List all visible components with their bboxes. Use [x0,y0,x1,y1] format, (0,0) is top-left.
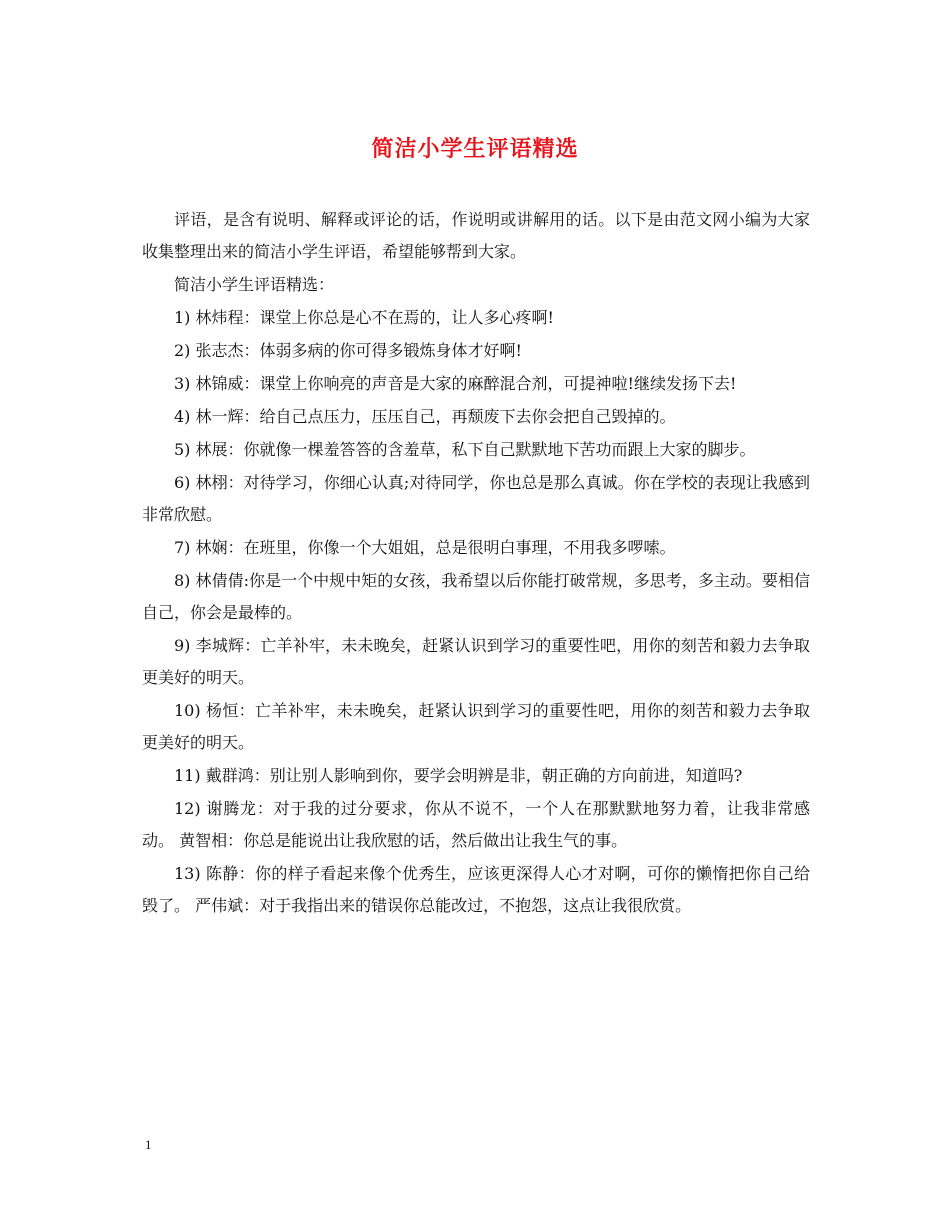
document-body [142,204,810,923]
comment-item-13: 13) 陈静：你的样子看起来像个优秀生，应该更深得人心才对啊，可你的懒惰把你自己给毁了。 严伟斌：对于我指出来的错误你总能改过，不抱怨，这点让我很欣赏。 [142,864,810,915]
comment-item-3: 3) 林锦威：课堂上你响亮的声音是大家的麻醉混合剂，可提神啦!继续发扬下去! [174,374,737,393]
comment-item-2: 2) 张志杰：体弱多病的你可得多锻炼身体才好啊! [174,341,522,360]
page-number: 1 [145,1137,152,1152]
document-title: 简洁小学生评语精选 [371,136,579,162]
comment-item-9: 9) 李城辉：亡羊补牢，未未晚矣，赶紧认识到学习的重要性吧，用你的刻苦和毅力去争取更美好的明天。 [142,636,810,687]
comment-item-5: 5) 林展：你就像一棵羞答答的含羞草，私下自己默默地下苦功而跟上大家的脚步。 [174,440,756,459]
comment-item-10: 10) 杨恒：亡羊补牢，未未晚矣，赶紧认识到学习的重要性吧，用你的刻苦和毅力去争取更美好的明天。 [142,701,810,752]
comment-item-4: 4) 林一辉：给自己点压力，压压自己，再颓废下去你会把自己毁掉的。 [174,407,676,426]
comment-item-6: 6) 林栩：对待学习，你细心认真;对待同学，你也总是那么真诚。你在学校的表现让我感到非常欣慰。 [142,473,810,524]
comment-item-8: 8) 林倩倩:你是一个中规中矩的女孩，我希望以后你能打破常规，多思考，多主动。要相信自己，你会是最棒的。 [142,571,810,622]
paragraph-heading: 简洁小学生评语精选： [174,275,335,294]
comment-item-7: 7) 林娴：在班里，你像一个大姐姐，总是很明白事理，不用我多啰嗦。 [174,538,676,557]
comment-item-1: 1) 林炜程：课堂上你总是心不在焉的，让人多心疼啊! [174,308,554,327]
paragraph-intro: 评语，是含有说明、解释或评论的话，作说明或讲解用的话。以下是由范文网小编为大家收集整理出来的简洁小学生评语，希望能够帮到大家。 [142,210,810,261]
comment-item-11: 11) 戴群鸿：别让别人影响到你，要学会明辨是非，朝正确的方向前进，知道吗? [174,766,743,785]
comment-item-12: 12) 谢腾龙：对于我的过分要求，你从不说不，一个人在那默默地努力着，让我非常感动。 黄智相：你总是能说出让我欣慰的话，然后做出让我生气的事。 [142,799,810,850]
